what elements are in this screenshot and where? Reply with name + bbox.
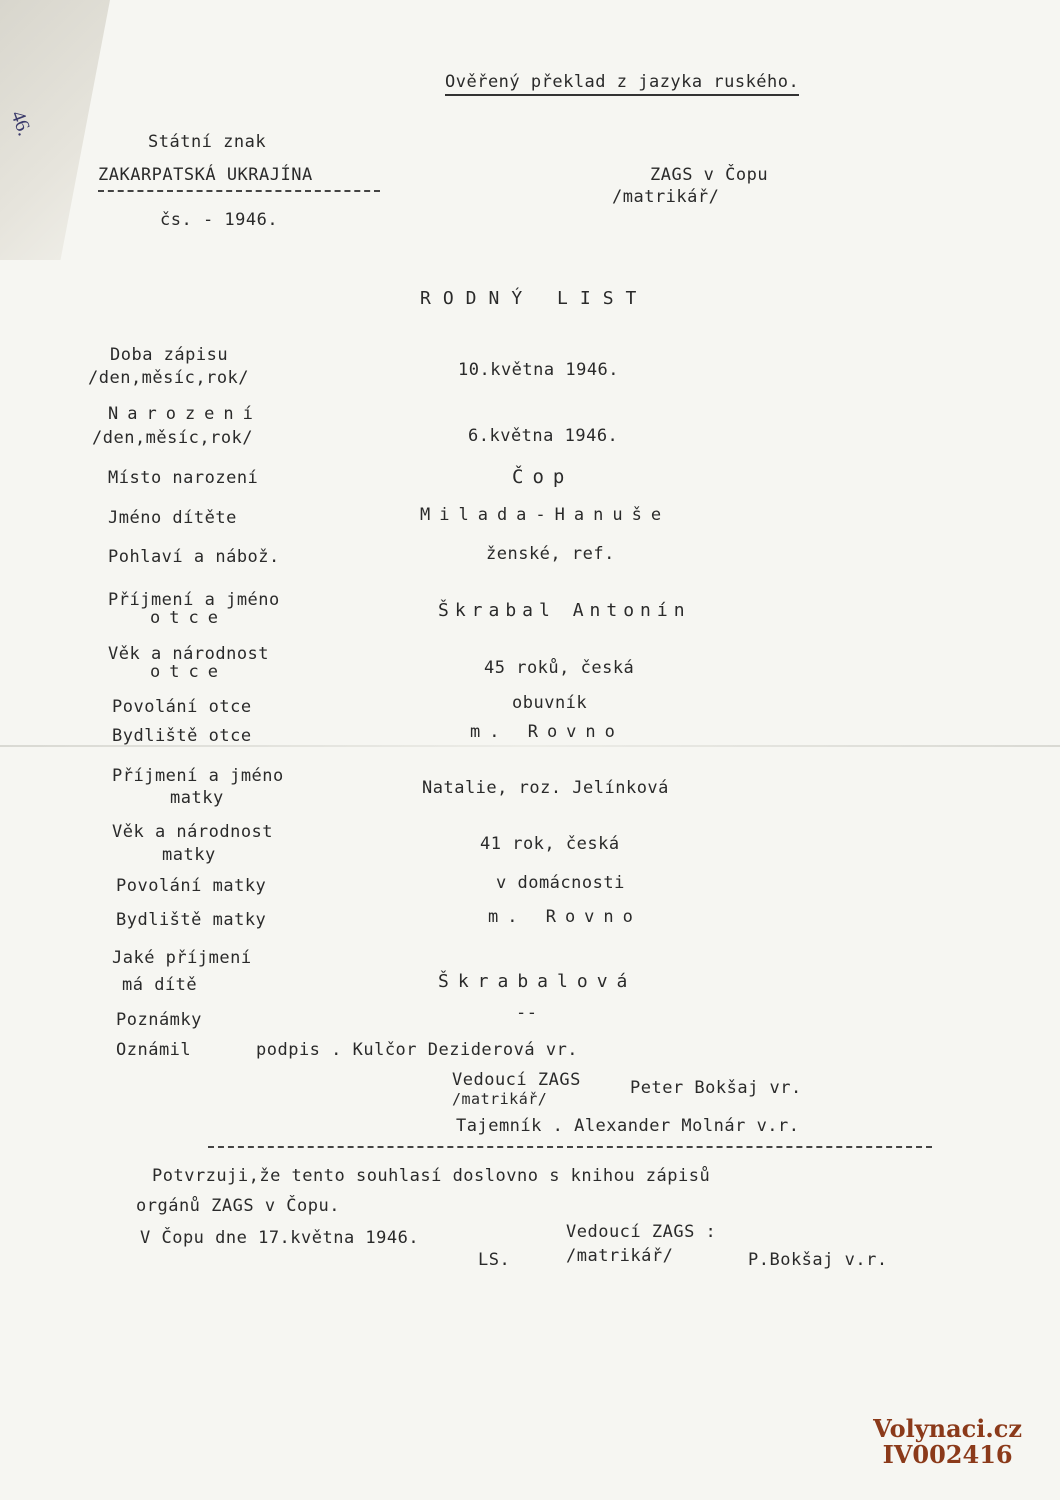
field-label: Doba zápisu bbox=[110, 345, 229, 365]
field-label: Bydliště otce bbox=[112, 726, 252, 746]
field-label: Povolání matky bbox=[116, 876, 267, 896]
field-label: Místo narození bbox=[108, 468, 259, 488]
cert-role: /matrikář/ bbox=[566, 1246, 674, 1266]
field-label: Bydliště matky bbox=[116, 910, 267, 930]
field-value: Škrabalová bbox=[438, 971, 637, 992]
document-year: čs. - 1946. bbox=[160, 210, 279, 230]
field-label: Příjmení a jméno bbox=[112, 766, 284, 786]
field-value: -- bbox=[516, 1003, 538, 1023]
field-value: v domácnosti bbox=[496, 873, 625, 893]
handwritten-mark: 46. bbox=[6, 107, 36, 139]
field-value: m. Rovno bbox=[488, 907, 642, 927]
stamp-ls: LS. bbox=[478, 1250, 511, 1270]
separator-line bbox=[208, 1146, 932, 1148]
field-label: Věk a národnost bbox=[112, 822, 274, 842]
field-sublabel: /den,měsíc,rok/ bbox=[92, 428, 254, 448]
cert-head-label: Vedoucí ZAGS : bbox=[566, 1222, 717, 1242]
cert-name: P.Bokšaj v.r. bbox=[748, 1250, 888, 1270]
field-value: Škrabal Antonín bbox=[438, 600, 691, 621]
head-role: /matrikář/ bbox=[452, 1090, 548, 1108]
office-name: ZAGS v Čopu bbox=[650, 165, 769, 185]
field-value: m. Rovno bbox=[470, 722, 624, 742]
field-sublabel: otce bbox=[150, 608, 227, 628]
field-value: Milada-Hanuše bbox=[420, 505, 671, 525]
field-label: Jméno dítěte bbox=[108, 508, 237, 528]
region-underline bbox=[98, 190, 380, 192]
field-sublabel: má dítě bbox=[122, 975, 198, 995]
secretary-line: Tajemník . Alexander Molnár v.r. bbox=[456, 1116, 800, 1136]
watermark-id: IV002416 bbox=[882, 1440, 1013, 1469]
head-label: Vedoucí ZAGS bbox=[452, 1070, 581, 1090]
field-value: Natalie, roz. Jelínková bbox=[422, 778, 669, 798]
certification-line-2: orgánů ZAGS v Čopu. bbox=[136, 1196, 340, 1216]
reported-by-label: Oznámil bbox=[116, 1040, 192, 1060]
field-label: Pohlaví a nábož. bbox=[108, 547, 280, 567]
field-label: Narození bbox=[108, 404, 262, 424]
field-sublabel: /den,měsíc,rok/ bbox=[88, 368, 250, 388]
field-label: Věk a národnost bbox=[108, 644, 270, 664]
watermark-site: Volynaci.cz bbox=[873, 1414, 1022, 1443]
document-title: RODNÝ LIST bbox=[420, 288, 649, 309]
field-value: obuvník bbox=[512, 693, 588, 713]
field-value: 6.května 1946. bbox=[468, 426, 619, 446]
field-value: Čop bbox=[512, 466, 574, 488]
field-label: Jaké příjmení bbox=[112, 948, 252, 968]
emblem-label: Státní znak bbox=[148, 132, 267, 152]
field-value: 41 rok, česká bbox=[480, 834, 620, 854]
field-sublabel: matky bbox=[170, 788, 224, 808]
field-value: 10.května 1946. bbox=[458, 360, 620, 380]
field-sublabel: otce bbox=[150, 662, 227, 682]
field-label: Poznámky bbox=[116, 1010, 202, 1030]
certification-line-1: Potvrzuji,že tento souhlasí doslovno s knihou zápisů bbox=[152, 1166, 711, 1186]
field-label: Příjmení a jméno bbox=[108, 590, 280, 610]
field-label: Povolání otce bbox=[112, 697, 252, 717]
reported-signature: podpis . Kulčor Deziderová vr. bbox=[256, 1040, 579, 1060]
field-value: ženské, ref. bbox=[486, 544, 615, 564]
head-name: Peter Bokšaj vr. bbox=[630, 1078, 802, 1098]
translation-note: Ověřený překlad z jazyka ruského. bbox=[445, 72, 799, 96]
watermark bbox=[873, 1416, 1022, 1468]
region-name: ZAKARPATSKÁ UKRAJÍNA bbox=[98, 165, 313, 185]
field-value: 45 roků, česká bbox=[484, 658, 635, 678]
field-sublabel: matky bbox=[162, 845, 216, 865]
place-date: V Čopu dne 17.května 1946. bbox=[140, 1228, 420, 1248]
office-role: /matrikář/ bbox=[612, 187, 720, 207]
